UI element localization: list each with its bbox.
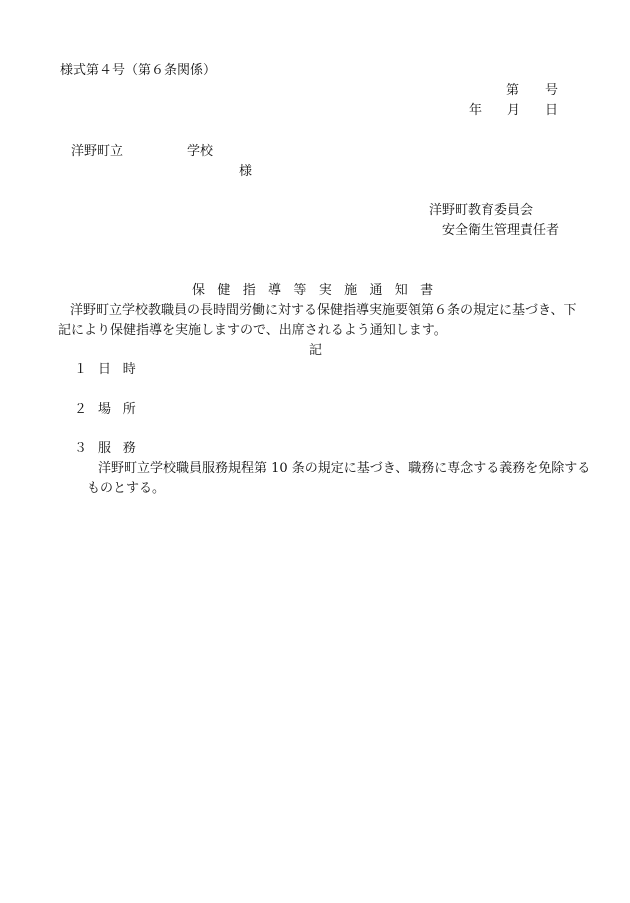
doc-number-dai: 第 <box>506 83 520 98</box>
item-number-3: ３ <box>74 441 88 456</box>
addressee-school-suffix: 学校 <box>187 144 214 159</box>
date-day: 日 <box>545 103 559 118</box>
body-line-2: 記により保健指導を実施しますので、出席されるよう通知します。 <box>58 323 447 338</box>
item-label-2: 場所 <box>98 402 148 417</box>
sender-role: 安全衛生管理責任者 <box>442 223 560 238</box>
form-number: 様式第４号（第６条関係） <box>60 63 217 78</box>
item-number-2: ２ <box>74 402 88 417</box>
addressee-prefix: 洋野町立 <box>71 144 124 159</box>
item-number-1: １ <box>74 362 88 377</box>
service-note-line-2: ものとする。 <box>87 481 166 496</box>
document-title: 保健指導等実施通知書 <box>192 283 446 298</box>
doc-number-go: 号 <box>545 83 559 98</box>
item-label-3: 服務 <box>98 441 148 456</box>
addressee-honorific: 様 <box>239 164 253 179</box>
date-year: 年 <box>469 103 483 118</box>
body-line-1: 洋野町立学校教職員の長時間労働に対する保健指導実施要領第６条の規定に基づき、下 <box>70 303 577 318</box>
service-note-line-1: 洋野町立学校職員服務規程第 10 条の規定に基づき、職務に専念する義務を免除する <box>98 461 591 476</box>
sender-organization: 洋野町教育委員会 <box>429 203 534 218</box>
date-month: 月 <box>507 103 521 118</box>
item-label-1: 日時 <box>98 362 148 377</box>
ki-heading: 記 <box>309 343 323 358</box>
